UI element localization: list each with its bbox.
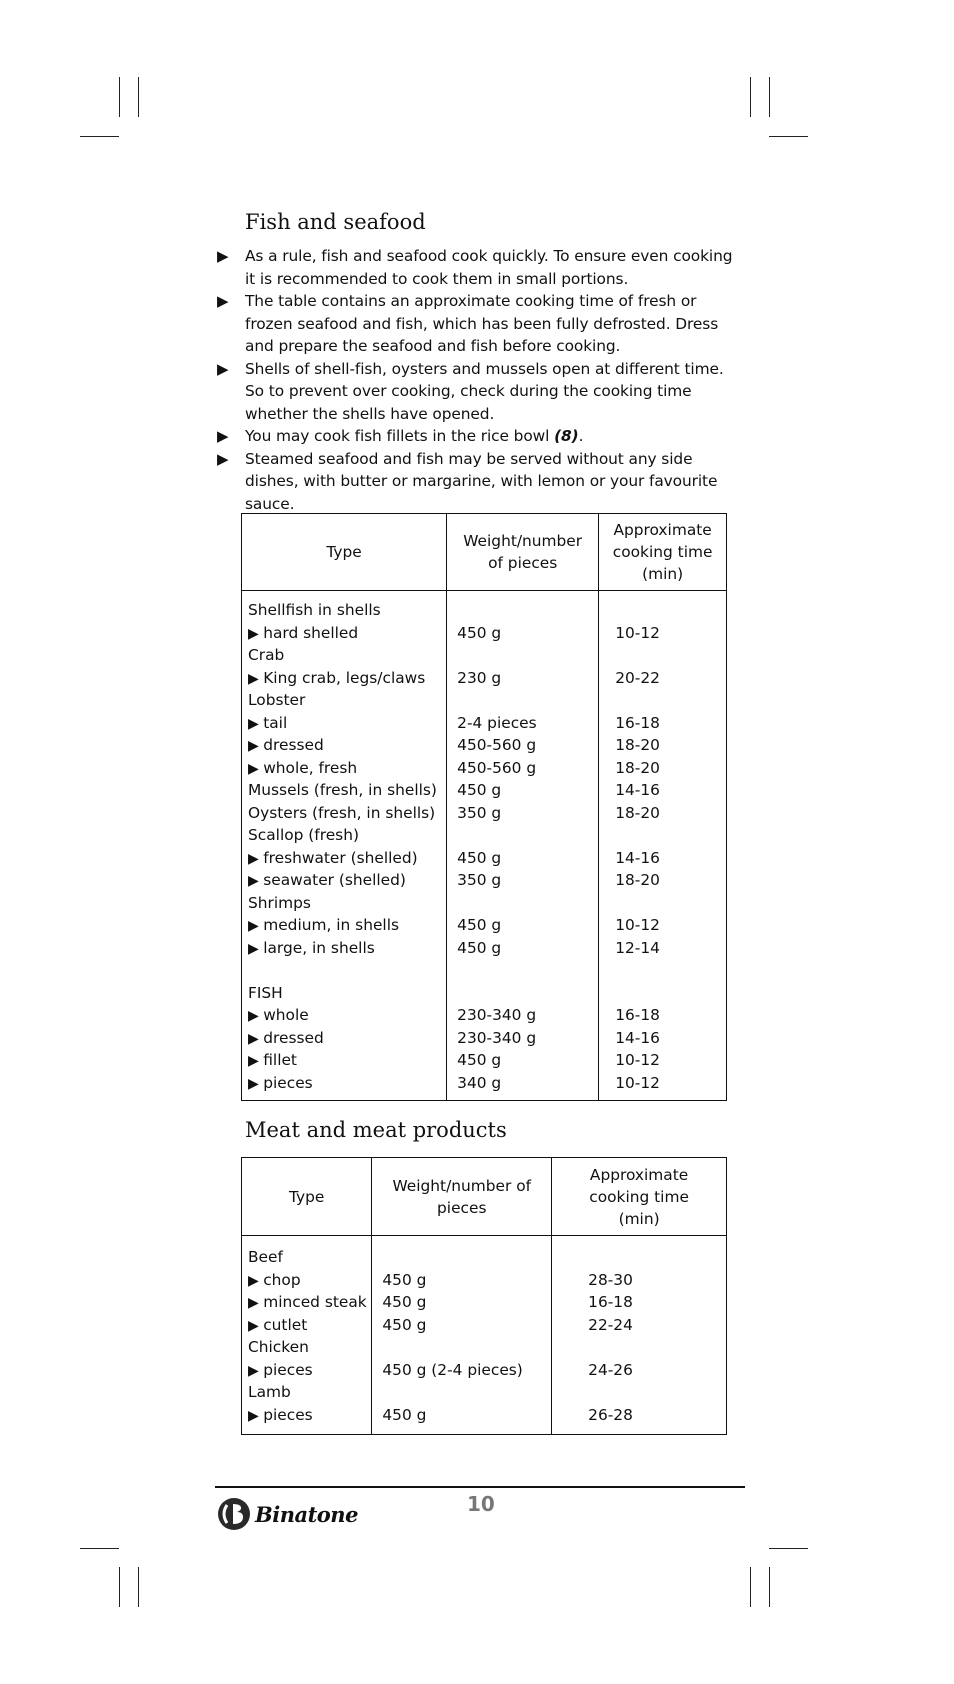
section-heading-fish: Fish and seafood [245, 210, 426, 234]
time-column [599, 591, 727, 1101]
table-cell-weight: 450 g (2-4 pieces) [382, 1360, 523, 1379]
header-type: Type [242, 514, 447, 591]
bullet-text: The table contains an approximate cooking time of fresh or frozen seafood and fish, which has been fully defrosted. Dress and prepare the seafood and fish before cooking. [245, 292, 719, 355]
crop-mark [769, 136, 808, 137]
header-weight: Weight/number of pieces [372, 1158, 552, 1236]
right-triangle-icon: ▶ [248, 760, 264, 777]
list-item [215, 245, 745, 290]
table-cell-weight [447, 982, 598, 1005]
table-cell-weight: 450 g [382, 1270, 427, 1289]
table-row-type [242, 824, 446, 847]
meat-cooking-table [241, 1157, 727, 1435]
table-row-type [242, 1004, 446, 1027]
table-row-type [242, 1359, 371, 1382]
type-text: pieces [263, 1405, 313, 1424]
type-text: cutlet [263, 1315, 308, 1334]
table-cell-time: 10-12 [615, 916, 660, 934]
bullet-text: Steamed seafood and fish may be served without any side dishes, with butter or margarine, with lemon or your favourite sauce. [245, 449, 718, 513]
type-text: medium, in shells [263, 916, 399, 934]
right-triangle-icon: ▶ [248, 738, 264, 754]
type-text: Oysters (fresh, in shells) [248, 803, 436, 822]
right-triangle-icon: ▶ [248, 1272, 264, 1289]
table-row-type [242, 869, 446, 892]
table-cell-weight: 450 g [382, 1405, 427, 1424]
header-type: Type [242, 1158, 372, 1236]
table-cell-time [599, 689, 726, 712]
type-text: Mussels (fresh, in shells) [248, 781, 437, 799]
type-column [242, 591, 447, 1101]
right-triangle-icon: ▶ [217, 247, 229, 265]
table-cell-time: 18-20 [615, 871, 660, 889]
table-cell-weight: 230-340 g [457, 1006, 537, 1024]
right-triangle-icon: ▶ [248, 625, 264, 642]
bullet-text: Shells of shell-fish, oysters and mussels open at different time. So to prevent over cooking, check during the cooking time whether the shells have opened. [245, 359, 724, 423]
table-row-type [242, 599, 446, 622]
right-triangle-icon: ▶ [248, 715, 264, 732]
type-text: chop [263, 1270, 301, 1289]
table-cell-time: 16-18 [615, 713, 660, 732]
table-cell-time [572, 1381, 726, 1404]
type-text: Lobster [248, 691, 306, 709]
table-row-type [242, 644, 446, 667]
table-cell-weight: 230 g [457, 668, 502, 687]
figure-reference: (8) [554, 427, 579, 445]
right-triangle-icon: ▶ [217, 359, 229, 378]
right-triangle-icon: ▶ [248, 850, 264, 867]
table-cell-weight: 450 g [457, 781, 502, 799]
right-triangle-icon: ▶ [248, 918, 264, 934]
table-row-type [242, 959, 446, 982]
right-triangle-icon: ▶ [248, 670, 264, 687]
crop-mark [769, 1548, 808, 1549]
crop-mark [119, 1567, 120, 1607]
brand-logo [217, 1497, 358, 1531]
table-row-type [242, 1291, 371, 1314]
type-text: pieces [263, 1360, 313, 1379]
table-cell-weight: 450 g [457, 938, 502, 957]
type-text: dressed [263, 1028, 324, 1047]
right-triangle-icon: ▶ [248, 1008, 264, 1024]
crop-mark [769, 77, 770, 117]
table-cell-time [599, 959, 726, 982]
type-text: Crab [248, 646, 285, 664]
right-triangle-icon: ▶ [248, 1075, 264, 1092]
table-cell-time: 14-16 [615, 848, 660, 867]
table-row-type [242, 937, 446, 960]
type-text: Beef [248, 1248, 283, 1266]
table-cell-weight [447, 892, 598, 915]
table-cell-weight: 450 g [457, 623, 502, 642]
table-cell-time: 22-24 [588, 1315, 633, 1334]
table-cell-time: 18-20 [615, 803, 660, 822]
table-cell-time [599, 892, 726, 915]
table-row-type [242, 1314, 371, 1337]
table-cell-time: 14-16 [615, 1028, 660, 1047]
fish-bullet-list [215, 245, 745, 515]
table-cell-weight [372, 1336, 551, 1359]
right-triangle-icon: ▶ [217, 449, 229, 468]
bullet-text: You may cook fish fillets in the rice bowl [245, 427, 550, 445]
type-text: Scallop (fresh) [248, 826, 359, 844]
table-cell-time [572, 1246, 726, 1269]
table-cell-weight: 450 g [457, 916, 502, 934]
table-cell-weight: 450 g [457, 1051, 502, 1069]
right-triangle-icon: ▶ [217, 427, 229, 445]
right-triangle-icon: ▶ [248, 1317, 264, 1334]
table-row-type [242, 1336, 371, 1359]
type-text: large, in shells [263, 938, 375, 957]
table-cell-weight [372, 1246, 551, 1269]
list-item [215, 425, 745, 448]
table-cell-time: 20-22 [615, 668, 660, 687]
table-cell-time: 18-20 [615, 758, 660, 777]
table-cell-time: 16-18 [588, 1293, 633, 1311]
table-cell-weight: 2-4 pieces [457, 713, 537, 732]
table-cell-weight: 340 g [457, 1073, 502, 1092]
binatone-logo-icon [217, 1497, 253, 1531]
table-cell-time: 12-14 [615, 938, 660, 957]
table-row-type [242, 1072, 446, 1095]
type-text: dressed [263, 736, 324, 754]
fish-cooking-table [241, 513, 727, 1101]
table-cell-weight [372, 1381, 551, 1404]
crop-mark [750, 77, 751, 117]
type-text: Chicken [248, 1338, 309, 1356]
table-cell-time [599, 824, 726, 847]
header-time: Approximate cooking time (min) [599, 514, 727, 591]
type-text: Shellfish in shells [248, 601, 381, 619]
right-triangle-icon: ▶ [248, 1295, 264, 1311]
table-cell-time: 14-16 [615, 781, 660, 799]
type-text: fillet [263, 1051, 297, 1069]
table-cell-weight: 450 g [382, 1293, 427, 1311]
type-text: tail [263, 713, 288, 732]
table-cell-time [599, 644, 726, 667]
table-row-type [242, 1381, 371, 1404]
table-row-type [242, 982, 446, 1005]
table-row-type [242, 1404, 371, 1427]
table-cell-time: 10-12 [615, 1051, 660, 1069]
table-cell-weight: 350 g [457, 871, 502, 889]
table-row-type [242, 1269, 371, 1292]
type-text: seawater (shelled) [263, 871, 406, 889]
crop-mark [119, 77, 120, 117]
table-cell-weight [447, 689, 598, 712]
table-row-type [242, 734, 446, 757]
type-text: Shrimps [248, 893, 311, 912]
table-cell-weight: 450 g [382, 1315, 427, 1334]
type-text: freshwater (shelled) [263, 848, 418, 867]
type-text: whole [263, 1006, 309, 1024]
table-row-type [242, 689, 446, 712]
list-item [215, 448, 745, 516]
table-cell-time: 24-26 [588, 1360, 633, 1379]
crop-mark [138, 1567, 139, 1607]
right-triangle-icon: ▶ [248, 1362, 264, 1379]
table-row-type [242, 914, 446, 937]
crop-mark [750, 1567, 751, 1607]
page-number: 10 [467, 1492, 495, 1516]
table-row-type [242, 712, 446, 735]
section-heading-meat: Meat and meat products [245, 1118, 507, 1142]
crop-mark [80, 136, 119, 137]
table-row-type [242, 802, 446, 825]
weight-column [372, 1236, 552, 1435]
table-cell-time [572, 1336, 726, 1359]
type-text: hard shelled [263, 623, 359, 642]
header-time: Approximate cooking time (min) [552, 1158, 727, 1236]
table-cell-weight: 450-560 g [457, 736, 537, 754]
weight-column [447, 591, 599, 1101]
table-cell-time [599, 982, 726, 1005]
type-text: whole, fresh [263, 758, 358, 777]
table-cell-weight [447, 959, 598, 982]
right-triangle-icon: ▶ [248, 1053, 264, 1069]
type-text: pieces [263, 1073, 313, 1092]
table-cell-weight: 450-560 g [457, 758, 537, 777]
brand-name: Binatone [255, 1501, 358, 1527]
footer-rule [215, 1486, 745, 1488]
table-cell-time: 10-12 [615, 1073, 660, 1092]
table-cell-weight: 350 g [457, 803, 502, 822]
table-row-type [242, 1246, 371, 1269]
crop-mark [769, 1567, 770, 1607]
table-cell-weight: 450 g [457, 848, 502, 867]
right-triangle-icon: ▶ [217, 292, 229, 310]
list-item [215, 358, 745, 426]
table-cell-time: 18-20 [615, 736, 660, 754]
table-row-type [242, 1049, 446, 1072]
table-cell-weight [447, 644, 598, 667]
type-text: Lamb [248, 1383, 291, 1401]
type-text: King crab, legs/claws [263, 668, 426, 687]
table-row-type [242, 757, 446, 780]
list-item [215, 290, 745, 358]
table-cell-weight [447, 824, 598, 847]
bullet-text: . [578, 427, 584, 445]
table-row-type [242, 667, 446, 690]
table-row-type [242, 892, 446, 915]
right-triangle-icon: ▶ [248, 1407, 264, 1424]
table-row-type [242, 779, 446, 802]
type-text: FISH [248, 983, 283, 1002]
bullet-text: As a rule, fish and seafood cook quickly. To ensure even cooking it is recommended to cook them in small portions. [245, 247, 733, 288]
table-cell-time: 26-28 [588, 1405, 633, 1424]
type-column [242, 1236, 372, 1435]
table-cell-weight: 230-340 g [457, 1028, 537, 1047]
table-row-type [242, 1027, 446, 1050]
table-cell-weight [447, 599, 598, 622]
right-triangle-icon: ▶ [248, 873, 264, 889]
table-row-type [242, 622, 446, 645]
right-triangle-icon: ▶ [248, 1030, 264, 1047]
table-row-type [242, 847, 446, 870]
table-cell-time: 10-12 [615, 623, 660, 642]
header-weight: Weight/number of pieces [447, 514, 599, 591]
crop-mark [138, 77, 139, 117]
right-triangle-icon: ▶ [248, 940, 264, 957]
table-cell-time [599, 599, 726, 622]
table-cell-time: 28-30 [588, 1270, 633, 1289]
table-cell-time: 16-18 [615, 1006, 660, 1024]
type-text: minced steak [263, 1293, 367, 1311]
crop-mark [80, 1548, 119, 1549]
time-column [552, 1236, 727, 1435]
